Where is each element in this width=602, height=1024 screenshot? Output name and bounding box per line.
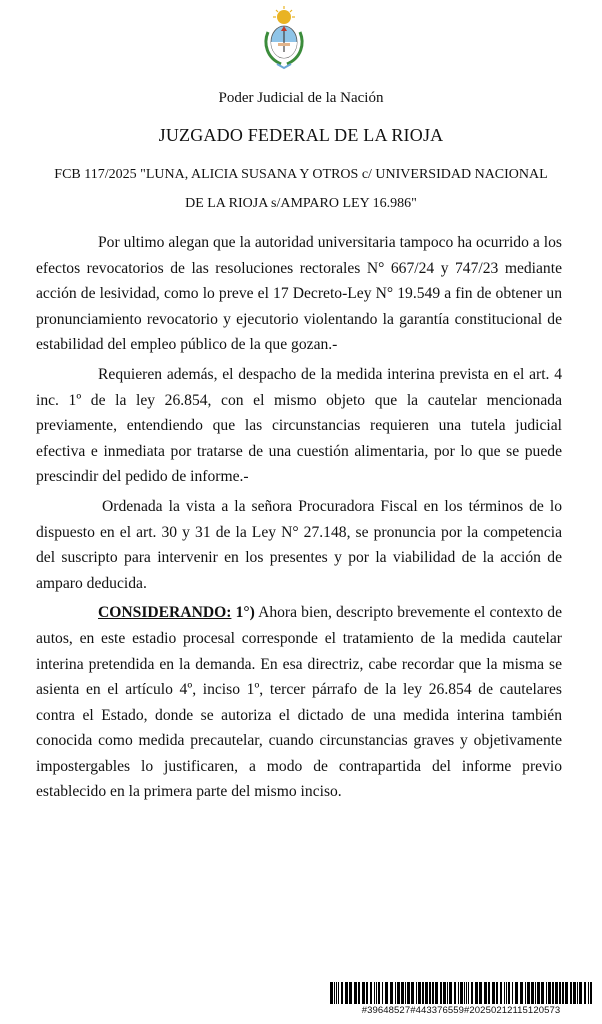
considerando-heading: CONSIDERANDO: [98,604,232,622]
paragraph-4 [36,600,562,805]
paragraph-2: Requieren además, el despacho de la medida interina prevista en el art. 4 inc. 1º de la ley 26.854, con el mismo objeto que la cautelar mencionada previamente, entendiendo que las circunstancias requieren una tutela judicial efectiva e inmediata por tratarse de una cuestión alimentaria, por lo que se puede prescindir del pedido de informe.- [36,365,562,486]
paragraph-3: Ordenada la vista a la señora Procuradora Fiscal en los términos de lo dispuesto en el art. 30 y 31 de la Ley N° 27.148, se pronuncia por la competencia del suscripto para intervenir en los presentes y por la viabilidad de la acción de amparo deducida. [36,497,562,592]
court-name: JUZGADO FEDERAL DE LA RIOJA [158,125,444,145]
case-title-line-2: DE LA RIOJA s/AMPARO LEY 16.986" [185,196,417,211]
document-barcode [330,982,592,1018]
case-title-line-1: FCB 117/2025 "LUNA, ALICIA SUSANA Y OTROS c/ UNIVERSIDAD NACIONAL [54,167,548,182]
barcode-number: #39648527#443376559#20250212115120573 [361,1005,561,1016]
barcode-icon [330,982,592,1004]
considerando-number: 1°) [235,604,255,622]
coat-of-arms-emblem [259,4,309,70]
paragraph-1: Por ultimo alegan que la autoridad universitaria tampoco ha ocurrido a los efectos revocatorios de las resoluciones rectorales N° 667/24 y 747/23 mediante acción de lesividad, como lo preve el 17 Decreto-Ley N° 19.549 a fin de obtener un pronunciamiento revocatorio y ejecutorio violentando la garantía constitucional de estabilidad del empleo público de la que gozan.- [36,234,562,354]
institution-name: Poder Judicial de la Nación [218,90,384,106]
considerando-text: Ahora bien, descripto brevemente el contexto de autos, en este estadio procesal corresponde el tratamiento de la medida cautelar interina pretendida en la demanda. En esa directriz, cabe recordar que la misma se asienta en el artículo 4º, inciso 1º, tercer párrafo de la ley 26.854 de cautelares contra el Estado, donde se autoriza el dictado de una medida interina también conocida como medida precautelar, cuando circunstancias graves y objetivamente impostergables lo justificaren, a modo de contrapartida del informe previo establecido en la primera parte del mismo inciso. [36,604,563,801]
sun-icon [273,6,295,24]
document-body [36,230,562,809]
